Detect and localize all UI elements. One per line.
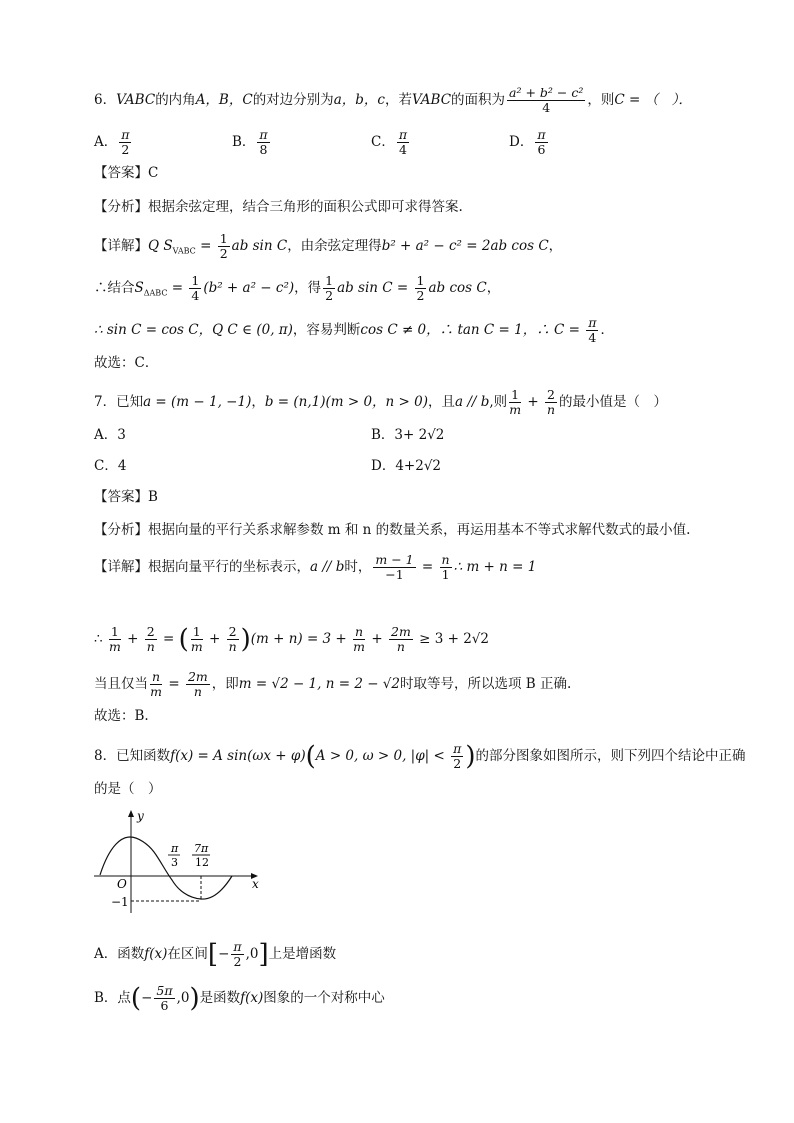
q7-detail-line2: ∴ $\frac{1}{m}$ + $\frac{2}{n}$ = ( $\frac{1}{m}$ + $\frac{2}{n}$ )(m + n) = 3 + $\frac{n}{m}$ + $\frac{2m}{n}$ ≥ 3 + 2√2: [94, 624, 489, 655]
seven-pi-den: 12: [195, 856, 209, 869]
q8-option-a: A．函数f(x)在区间[− $\frac{\pi}{2}$ ,0]上是增函数: [94, 939, 337, 970]
q7-detail-line3: 当且仅当 $\frac{n}{m}$ = $\frac{2m}{n}$ ，即m = √2 − 1, n = 2 − √2时取等号，所以选项 B 正确.: [94, 669, 572, 699]
origin-label: O: [117, 877, 127, 891]
q6-detail-line2: ∴结合$S_{\Delta ABC}$ = $\frac{1}{4}$ (b² + a² − c²)，得 $\frac{1}{2}$ ab sin C = $\frac{1}{2}$ ab cos C，: [94, 273, 501, 303]
q6-option-c: C． $\frac{\pi}{4}$: [371, 127, 408, 157]
q6-analysis: 【分析】根据余弦定理，结合三角形的面积公式即可求得答案.: [94, 199, 463, 215]
q7-option-d: D．4+2√2: [371, 458, 442, 474]
pi3-den: 3: [171, 856, 178, 869]
y-axis-arrow-icon: [128, 810, 134, 817]
q7-choose: 故选：B.: [94, 708, 149, 724]
minus-one-label: −1: [111, 895, 129, 909]
q6-detail-line1: 【详解】Q $S_{VABC}$ = $\frac{1}{2}$ ab sin C，由余弦定理得b² + a² − c² = 2ab cos C，: [94, 231, 563, 261]
q8-option-b: B．点(− $\frac{5\pi}{6}$ ,0)是函数f(x)图象的一个对称中心: [94, 983, 385, 1014]
q8-stem-line2: 的是（ ）: [94, 781, 162, 797]
q8-function-graph: [92, 808, 272, 918]
q7-stem: 7．已知a = (m − 1, −1)，b = (n,1)(m > 0，n > 0)，且a // b,则 $\frac{1}{m}$ + $\frac{2}{n}$ 的最小值是（ ）: [94, 387, 667, 417]
q6-stem: 6．VABC的内角A，B，C的对边分别为a，b，c，若VABC的面积为 $\frac{\text{a² + b² − c²}}{4}$ ，则C = （ ）．: [94, 85, 692, 115]
x-axis-label: x: [252, 877, 259, 891]
q7-analysis: 【分析】根据向量的平行关系求解参数 m 和 n 的数量关系，再运用基本不等式求解代数式的最小值.: [94, 522, 691, 538]
q6-area-fraction: $\frac{\text{a² + b² − c²}}{4}$: [509, 85, 584, 115]
q7-option-b: B．3+ 2√2: [371, 427, 445, 443]
q6-choose: 故选：C．: [94, 355, 159, 371]
q6-option-d: D． $\frac{\pi}{6}$: [509, 127, 546, 157]
q6-option-a: A． $\frac{\pi}{2}$: [94, 127, 130, 157]
pi3-num: π: [171, 842, 179, 855]
q8-stem-line1: 8．已知函数f(x) = A sin(ωx + φ)(A > 0, ω > 0, |φ| < $\frac{\pi}{2}$ )的部分图象如图所示，则下列四个结论中正确: [94, 741, 746, 772]
q7-detail-line1: 【详解】根据向量平行的坐标表示，a // b时， $\frac{m - 1}{-1}$ = $\frac{n}{1}$ ∴ m + n = 1: [94, 552, 537, 582]
seven-pi-num: 7π: [194, 842, 209, 855]
q6-answer: 【答案】C: [94, 165, 159, 181]
y-axis-label: y: [137, 809, 144, 823]
q7-option-a: A．3: [94, 427, 126, 443]
q6-option-b: B． $\frac{\pi}{8}$: [232, 127, 268, 157]
q7-answer: 【答案】B: [94, 489, 158, 505]
q7-option-c: C．4: [94, 458, 127, 474]
q6-detail-line3: ∴ sin C = cos C，Q C ∈ (0, π)，容易判断cos C ≠ 0，∴ tan C = 1，∴ C = $\frac{\pi}{4}$ ．: [94, 315, 614, 345]
